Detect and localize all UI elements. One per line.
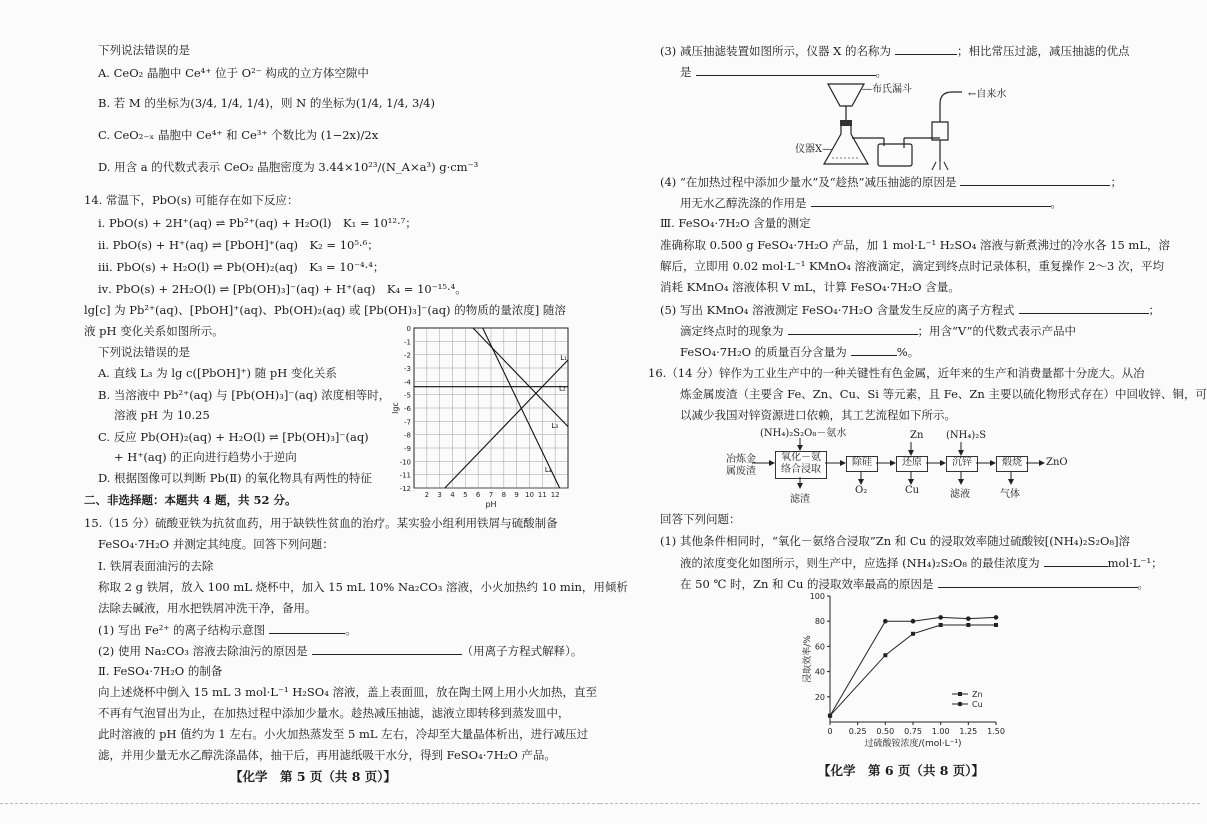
point-cu: [883, 619, 888, 624]
point-cu: [966, 616, 971, 621]
y-tick-label: -3: [404, 365, 411, 373]
flow-arrows: [750, 434, 1050, 494]
q15-line-6: 不再有气泡冒出为止，在加热过程中添加少量水。趁热减压抽滤，滤液立即转移到蒸发皿中，: [98, 706, 570, 720]
q15-line-1: 15.（15 分）硫酸亚铁为抗贫血药，用于缺铁性贫血的治疗。某实验小组利用铁屑与硫酸制备: [84, 516, 558, 530]
q14-option-c-2: + H⁺(aq) 的正向进行趋势小于逆向: [114, 450, 297, 464]
q15-question-5c: FeSO₄·7H₂O 的质量百分含量为 %。: [680, 345, 920, 359]
line-label: L₄: [544, 466, 552, 474]
q15-heading-3: Ⅲ. FeSO₄·7H₂O 含量的测定: [660, 216, 811, 230]
q14-desc-1: lg[c] 为 Pb²⁺(aq)、[PbOH]⁺(aq)、Pb(OH)₂(aq) 或 [Pb(OH)₃]⁻(aq) 的物质的量浓度] 随溶: [84, 303, 566, 317]
flow-start: 冶炼金 属废渣: [726, 454, 756, 477]
chart-axes: [801, 592, 1005, 749]
flow-reagent-zn: Zn: [910, 430, 924, 441]
q15-line-2: FeSO₄·7H₂O 并测定其纯度。回答下列问题：: [98, 537, 334, 551]
q15-question-2: (2) 使用 Na₂CO₃ 溶液去除油污的原因是 （用离子方程式解释）。: [98, 644, 583, 658]
scan-edge: [600, 803, 1200, 824]
q15-question-3-cont: 是 。: [680, 65, 887, 79]
x-tick-label: 3: [437, 491, 442, 499]
answer-blank[interactable]: [312, 643, 462, 655]
q13-option-d: D. 用含 a 的代数式表示 CeO₂ 晶胞密度为 3.44×10²³/(N_A×a³) g·cm⁻³: [98, 160, 479, 174]
q14-option-c-1: C. 反应 Pb(OH)₂(aq) + H₂O(l) ⇌ [Pb(OH)₃]⁻(aq): [98, 430, 369, 444]
flow-output-filtrate: 滤液: [950, 489, 970, 500]
x-tick-label: 5: [463, 491, 468, 499]
x-tick-label: 7: [488, 491, 494, 499]
q16-line-2: 炼金属废渣（主要含 Fe、Zn、Cu、Si 等元素，且 Fe、Zn 主要以硫化物形式存在）中回收锌、铜，可: [680, 387, 1207, 401]
line-label: L₃: [551, 422, 559, 430]
q16-line-1: 16.（14 分）锌作为工业生产中的一种关键性有色金属，近年来的生产和消费量都十分庞大。从冶: [648, 366, 1145, 380]
q14-reaction-1: ⅰ. PbO(s) + 2H⁺(aq) ⇌ Pb²⁺(aq) + H₂O(l) K₁ = 10¹²·⁷；: [98, 216, 417, 230]
y-tick-label: -7: [404, 418, 411, 427]
point-cu: [911, 619, 916, 624]
flow-step-desilicon: 除硅: [846, 456, 878, 472]
q15-question-4: (4) “在加热过程中添加少量水”及“趁热”减压抽滤的原因是 ；: [660, 175, 1122, 189]
q16-question-1-d: 在 50 ℃ 时，Zn 和 Cu 的浸取效率最高的原因是 。: [680, 577, 1150, 591]
answer-blank[interactable]: [938, 576, 1138, 588]
x-tick-label: 4: [450, 491, 455, 499]
q14-option-d: D. 根据图像可以判断 Pb(Ⅱ) 的氧化物具有两性的特征: [98, 471, 372, 485]
q13-option-a: A. CeO₂ 晶胞中 Ce⁴⁺ 位于 O²⁻ 构成的立方体空隙中: [98, 66, 369, 80]
x-tick-label: 1.00: [931, 727, 950, 736]
x-tick-label: 8: [501, 491, 507, 499]
flow-product-zno: ZnO: [1046, 457, 1068, 468]
q13-option-b: B. 若 M 的坐标为(3/4, 1/4, 1/4)，则 N 的坐标为(1/4, 1/4, 3/4): [98, 96, 435, 110]
y-tick-label: 40: [814, 667, 825, 677]
y-tick-label: 100: [809, 592, 825, 601]
y-tick-label: -1: [404, 338, 411, 347]
y-tick-label: -10: [399, 458, 411, 467]
y-tick-label: -5: [404, 391, 411, 400]
q15-question-3: (3) 减压抽滤装置如图所示，仪器 X 的名称为 ；相比常压过滤，减压抽滤的优点: [660, 44, 1130, 58]
point-zn: [883, 653, 887, 657]
line-pboh-plus: [473, 328, 568, 427]
q15-line-10: 解后，立即用 0.02 mol·L⁻¹ KMnO₄ 溶液滴定，滴定到终点时记录体积，重复操作 2～3 次，平均: [660, 259, 1164, 273]
x-tick-label: 6: [475, 491, 481, 499]
x-tick-label: 1.50: [987, 727, 1005, 736]
point-cu: [828, 713, 833, 718]
water-aspirator-icon: [932, 122, 948, 140]
flow-output-gas: 气体: [1000, 489, 1020, 500]
legend-marker: [958, 692, 962, 696]
q14-lgc-ph-figure: [392, 316, 574, 510]
y-tick-label: -11: [399, 471, 411, 480]
q16-question-1-a: (1) 其他条件相同时，“氧化－氨络合浸取”Zn 和 Cu 的浸取效率随过硫酸铵[(NH₄)₂S₂O₈]溶: [660, 534, 1131, 548]
answer-blank[interactable]: [269, 622, 345, 634]
line-label: L₂: [559, 384, 566, 393]
x-tick-label: 0.75: [904, 727, 922, 736]
answer-blank[interactable]: [851, 344, 897, 356]
flow-output-o2: O₂: [855, 485, 868, 496]
q14-stem: 14. 常温下，PbO(s) 可能存在如下反应：: [84, 193, 299, 207]
flow-step-zinc-precip: 沉锌: [946, 456, 978, 472]
label-tap-water: ←自来水: [968, 89, 1007, 100]
answer-blank[interactable]: [1044, 555, 1108, 567]
x-tick-label: 9: [514, 491, 519, 499]
q14-reaction-4: ⅳ. PbO(s) + 2H₂O(l) ⇌ [Pb(OH)₃]⁻(aq) + H⁺(aq) K₄ = 10⁻¹⁵·⁴。: [98, 282, 467, 296]
point-cu: [938, 615, 943, 620]
q14-option-b-2: 溶液 pH 为 10.25: [114, 408, 210, 422]
x-axis-label: pH: [485, 500, 497, 509]
point-zn: [966, 623, 970, 627]
q14-reaction-2: ⅱ. PbO(s) + H⁺(aq) ⇌ [PbOH]⁺(aq) K₂ = 10⁵·⁶；: [98, 238, 379, 252]
y-tick-label: -9: [404, 445, 411, 453]
q14-option-b-1: B. 当溶液中 Pb²⁺(aq) 与 [Pb(OH)₃]⁻(aq) 浓度相等时，: [98, 388, 391, 402]
legend-marker: [958, 702, 963, 707]
flow-output-cu: Cu: [905, 485, 920, 496]
y-tick-label: 0: [406, 325, 411, 333]
q15-line-3: 称取 2 g 铁屑，放入 100 mL 烧杯中，加入 15 mL 10% Na₂CO₃ 溶液，小火加热约 10 min，用倾析: [98, 580, 628, 594]
legend-label: Zn: [972, 690, 983, 699]
q15-line-7: 此时溶液的 pH 值约为 1 左右。小火加热蒸发至 5 mL 左右，冷却至大量晶体析出，进行减压过: [98, 727, 589, 741]
grid: [391, 325, 568, 509]
q16-question-1-b: 液的浓度变化如图所示，则生产中，应选择 (NH₄)₂S₂O₈ 的最佳浓度为 mol·L⁻¹；: [680, 556, 1163, 570]
flow-reagent-ammonium-sulfide: (NH₄)₂S: [946, 430, 987, 441]
label-instrument-x: 仪器X—: [795, 144, 833, 155]
q16-ask: 回答下列问题：: [660, 512, 741, 526]
q15-line-5: 向上述烧杯中倒入 15 mL 3 mol·L⁻¹ H₂SO₄ 溶液，盖上表面皿，放在陶土网上用小火加热，直至: [98, 685, 597, 699]
q15-line-4: 法除去碱液，用水把铁屑冲洗干净，备用。: [98, 601, 317, 615]
y-tick-label: 80: [814, 617, 825, 627]
q14-ask: 下列说法错误的是: [98, 345, 190, 359]
buchner-funnel-icon: [828, 84, 864, 106]
y-tick-label: 60: [814, 642, 825, 652]
x-tick-label: 12: [550, 491, 560, 499]
x-tick-label: 0.50: [876, 727, 895, 736]
y-axis-label: 浸取效率/%: [803, 635, 813, 683]
q15-question-5: (5) 写出 KMnO₄ 溶液测定 FeSO₄·7H₂O 含量发生反应的离子方程式 ；: [660, 303, 1160, 317]
q15-question-4b: 用无水乙醇洗涤的作用是 。: [680, 196, 1062, 210]
answer-blank[interactable]: [895, 43, 957, 55]
flow-step-oxidation-leach: 氧化－氨 络合浸取: [775, 451, 827, 479]
q14-desc-2: 液 pH 变化关系如图所示。: [84, 324, 224, 338]
y-axis-label: lgc: [391, 402, 400, 414]
section-2-heading: 二、非选择题：本题共 4 题，共 52 分。: [84, 493, 297, 507]
x-tick-label: 2: [424, 491, 430, 499]
y-tick-label: -6: [404, 405, 411, 413]
point-zn: [994, 623, 998, 627]
x-tick-label: 0.25: [848, 727, 867, 736]
page-footer: 【化学 第 5 页（共 8 页）】: [230, 769, 397, 784]
point-cu: [994, 615, 999, 620]
q13-option-c: C. CeO₂₋ₓ 晶胞中 Ce⁴⁺ 和 Ce³⁺ 个数比为 (1−2x)/2x: [98, 128, 379, 142]
q14-option-a: A. 直线 L₃ 为 lg c([PbOH]⁺) 随 pH 变化关系: [98, 366, 337, 380]
y-tick-label: -8: [404, 431, 411, 440]
answer-blank[interactable]: [788, 323, 918, 335]
x-tick-label: 1.25: [959, 727, 978, 736]
q15-heading-2: Ⅱ. FeSO₄·7H₂O 的制备: [98, 664, 223, 678]
vacuum-filtration-apparatus: [812, 82, 972, 174]
line-label: L₁: [560, 354, 568, 362]
flow-reagent-persulfate: (NH₄)₂S₂O₈－氨水: [760, 428, 847, 439]
q15-heading-1: Ⅰ. 铁屑表面油污的去除: [98, 559, 214, 573]
page-6: [600, 0, 1207, 821]
legend-label: Cu: [972, 700, 983, 709]
q15-line-8: 滤，并用少量无水乙醇洗涤晶体，抽干后，再用滤纸吸干水分，得到 FeSO₄·7H₂O 产品。: [98, 748, 556, 762]
x-tick-label: 11: [537, 491, 547, 499]
flow-output-residue: 滤渣: [790, 494, 810, 505]
y-tick-label: -12: [399, 485, 411, 493]
q13-stem: 下列说法错误的是: [98, 43, 190, 57]
q15-question-5b: 滴定终点时的现象为 ；用含“V”的代数式表示产品中: [680, 324, 1076, 338]
x-tick-label: 0: [827, 727, 833, 736]
y-tick-label: -4: [404, 378, 411, 387]
flow-step-reduction: 还原: [896, 456, 928, 472]
y-tick-label: 20: [814, 692, 825, 702]
chart-legend: [952, 690, 983, 709]
answer-blank[interactable]: [1019, 302, 1149, 314]
q15-question-1: (1) 写出 Fe²⁺ 的离子结构示意图 。: [98, 623, 357, 637]
label-buchner-funnel: —布氏漏斗: [862, 84, 912, 95]
q15-line-11: 消耗 KMnO₄ 溶液体积 V mL，计算 FeSO₄·7H₂O 含量。: [660, 280, 960, 294]
y-tick-label: -2: [404, 351, 411, 360]
answer-blank[interactable]: [696, 64, 876, 76]
page-footer: 【化学 第 6 页（共 8 页）】: [818, 763, 985, 778]
point-zn: [911, 632, 915, 636]
point-zn: [939, 623, 943, 627]
safety-bottle-icon: [878, 144, 912, 166]
q16-line-3: 以减少我国对锌资源进口依赖，其工艺流程如下所示。: [680, 408, 956, 422]
leaching-efficiency-chart: [800, 592, 1020, 752]
q14-reaction-3: ⅲ. PbO(s) + H₂O(l) ⇌ Pb(OH)₂(aq) K₃ = 10⁻⁴·⁴；: [98, 260, 385, 274]
scan-edge: [0, 803, 600, 824]
answer-blank[interactable]: [811, 195, 1051, 207]
flow-step-calcination: 煅烧: [996, 456, 1028, 472]
answer-blank[interactable]: [960, 174, 1110, 186]
x-axis-label: 过硫酸铵浓度/(mol·L⁻¹): [864, 739, 962, 749]
q15-line-9: 准确称取 0.500 g FeSO₄·7H₂O 产品，加 1 mol·L⁻¹ H₂SO₄ 溶液与新煮沸过的冷水各 15 mL，溶: [660, 238, 1170, 252]
x-tick-label: 10: [525, 491, 534, 499]
faucet-icon: [940, 92, 962, 104]
